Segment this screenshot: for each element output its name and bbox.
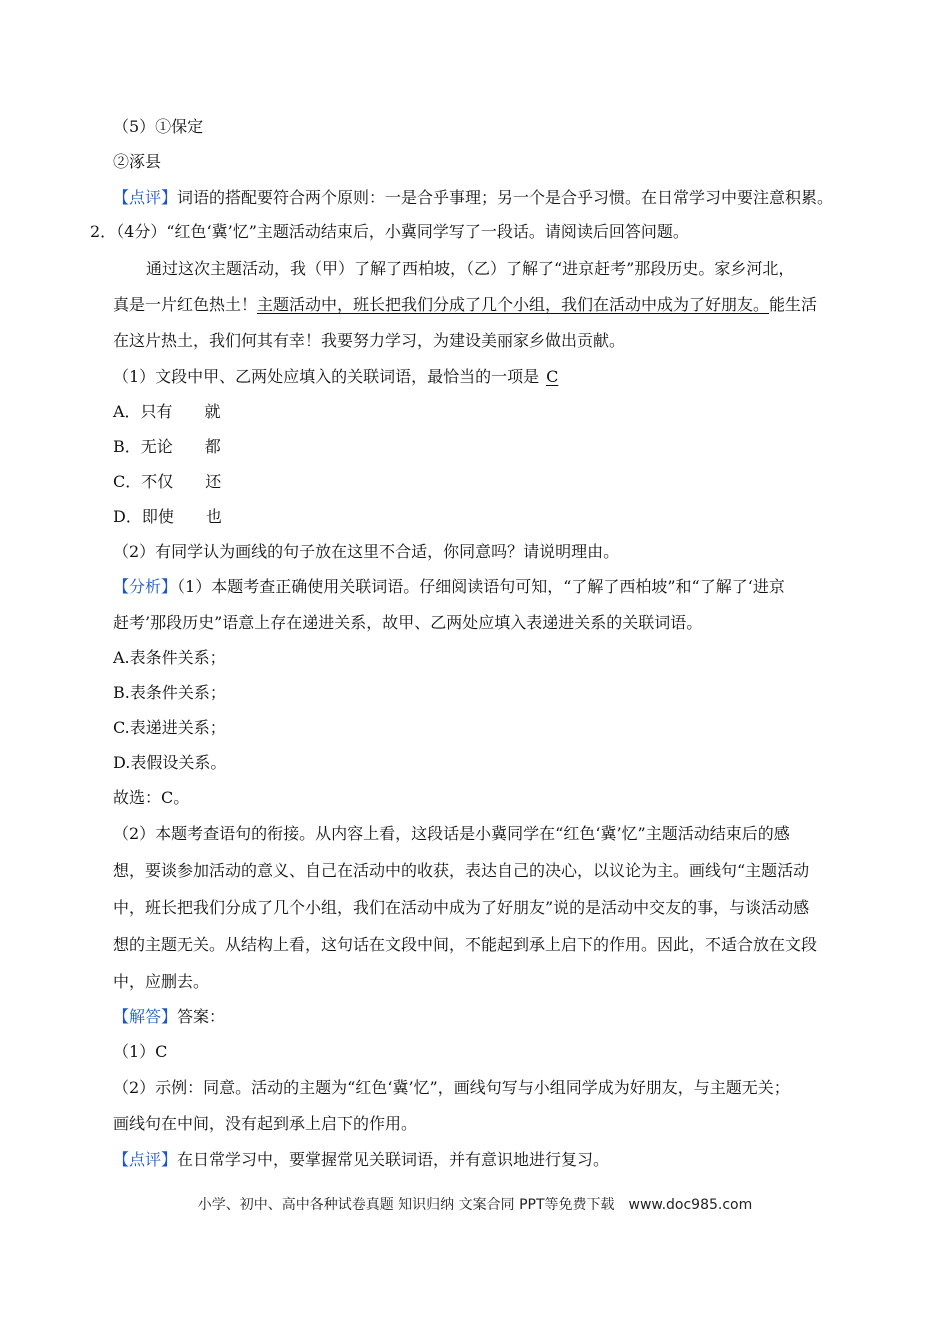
passage-line-2: [113, 295, 817, 315]
analysis-option-b: B.表条件关系；: [113, 683, 226, 702]
solution-tag: 【解答】: [113, 1007, 178, 1026]
analysis-option-c: C.表递进关系；: [113, 718, 226, 737]
comment-text: 词语的搭配要符合两个原则：一是合乎事理；另一个是合乎习惯。在日常学习中要注意积累。: [177, 188, 834, 207]
analysis-p2-line-1: （2）本题考查语句的衔接。从内容上看，这段话是小冀同学在“红色‘冀’忆”主题活动结束后的感: [113, 824, 790, 843]
analysis-p2-line-2: 想，要谈参加活动的意义、自己在活动中的收获，表达自己的决心，以议论为主。画线句“主题活动: [113, 861, 810, 880]
analysis-choice: 故选：C。: [113, 788, 190, 807]
prev-answer-line2: ②涿县: [113, 152, 162, 171]
solution-answer-1: （1）C: [113, 1042, 168, 1061]
comment-1: [113, 188, 833, 208]
passage-text: 能生活: [769, 295, 818, 314]
underlined-sentence: 主题活动中，班长把我们分成了几个小组，我们在活动中成为了好朋友。: [257, 295, 770, 314]
sub-question-2-stem: （2）有同学认为画线的句子放在这里不合适，你同意吗？请说明理由。: [113, 542, 620, 561]
comment-2: [113, 1150, 609, 1170]
option-d: D．即使 也: [113, 507, 222, 526]
analysis-option-d: D.表假设关系。: [113, 753, 227, 772]
analysis-line-2: 赶考’那段历史”语意上存在递进关系，故甲、乙两处应填入表递进关系的关联词语。: [113, 613, 703, 632]
passage-line-3: 在这片热土，我们何其有幸！我要努力学习，为建设美丽家乡做出贡献。: [113, 331, 626, 350]
comment-text: 在日常学习中，要掌握常见关联词语，并有意识地进行复习。: [177, 1150, 610, 1169]
analysis-p2-line-3: 中，班长把我们分成了几个小组，我们在活动中成为了好朋友”说的是活动中交友的事，与谈活动感: [113, 898, 810, 917]
option-c: C．不仅 还: [113, 472, 222, 491]
footer-text: 小学、初中、高中各种试卷真题 知识归纳 文案合同 PPT等免费下载 www.doc985.com: [197, 1197, 753, 1213]
solution-answer-2-line-1: （2）示例：同意。活动的主题为“红色‘冀’忆”，画线句写与小组同学成为好朋友，与主题无关；: [113, 1078, 790, 1097]
answer-blank: C: [546, 367, 559, 386]
analysis-tag: 【分析】: [113, 577, 178, 596]
comment-tag: 【点评】: [113, 1150, 178, 1169]
passage-text: 真是一片红色热土！: [113, 295, 258, 314]
solution-line: [113, 1007, 225, 1027]
sub-question-1-stem: （1）文段中甲、乙两处应填入的关联词语，最恰当的一项是: [113, 367, 540, 386]
option-b: B．无论 都: [113, 437, 221, 456]
sub-question-1: [113, 367, 565, 387]
solution-text: 答案：: [177, 1007, 226, 1026]
passage-line-1: 通过这次主题活动，我（甲）了解了西柏坡，（乙）了解了“进京赶考”那段历史。家乡河北，: [146, 259, 795, 278]
prev-answer-line1: （5）①保定: [113, 117, 204, 136]
option-a: A．只有 就: [113, 402, 221, 421]
analysis-p2-line-4: 想的主题无关。从结构上看，这句话在文段中间，不能起到承上启下的作用。因此，不适合放在文段: [113, 935, 818, 954]
analysis-text: （1）本题考查正确使用关联词语。仔细阅读语句可知，“了解了西柏坡”和“了解了‘进京: [177, 577, 785, 596]
solution-answer-2-line-2: 画线句在中间，没有起到承上启下的作用。: [113, 1114, 418, 1133]
analysis-option-a: A.表条件关系；: [113, 648, 226, 667]
question-2-header: 2．（4分）“红色‘冀’忆”主题活动结束后，小冀同学写了一段话。请阅读后回答问题。: [90, 222, 689, 241]
analysis-line-1: [113, 577, 785, 597]
comment-tag: 【点评】: [113, 188, 178, 207]
analysis-p2-line-5: 中，应删去。: [113, 972, 210, 991]
